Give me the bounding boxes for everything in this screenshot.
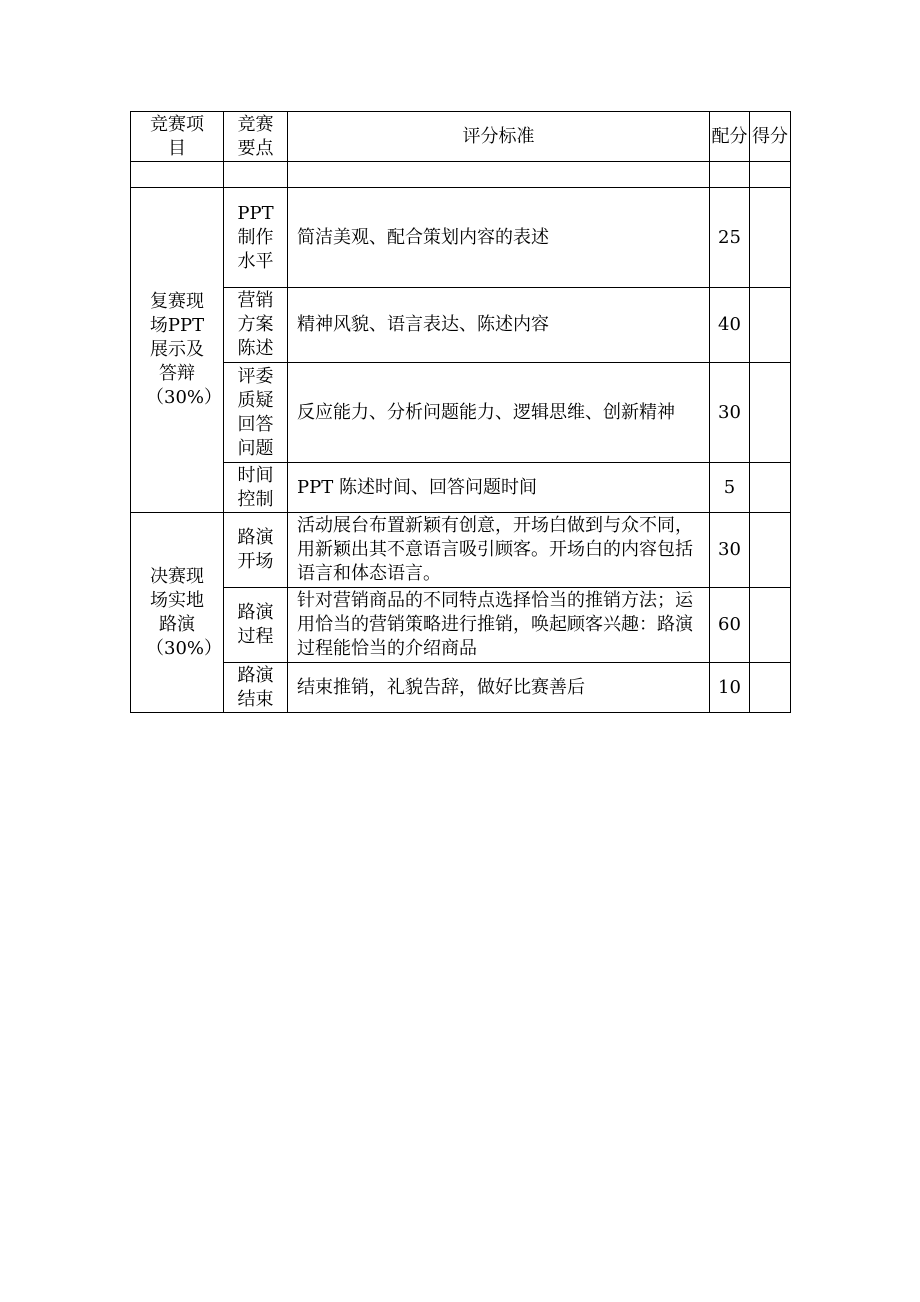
got-cell <box>750 463 791 513</box>
point-cell: 路演结束 <box>224 663 288 713</box>
score-cell: 5 <box>710 463 750 513</box>
table-row <box>131 463 791 513</box>
criteria-cell: 结束推销，礼貌告辞，做好比赛善后 <box>288 663 710 713</box>
point-cell: 营销方案陈述 <box>224 288 288 363</box>
criteria-cell: 针对营销商品的不同特点选择恰当的推销方法；运用恰当的营销策略进行推销，唤起顾客兴趣：路演过程能恰当的介绍商品 <box>288 588 710 663</box>
score-cell: 60 <box>710 588 750 663</box>
criteria-cell: 精神风貌、语言表达、陈述内容 <box>288 288 710 363</box>
point-cell: 路演开场 <box>224 513 288 588</box>
empty-cell <box>224 162 288 188</box>
score-cell: 40 <box>710 288 750 363</box>
header-criteria: 评分标准 <box>288 112 710 162</box>
document-page <box>130 111 791 713</box>
empty-cell <box>750 162 791 188</box>
got-cell <box>750 363 791 463</box>
header-item: 竞赛项目 <box>131 112 224 162</box>
empty-cell <box>710 162 750 188</box>
header-score: 配分 <box>710 112 750 162</box>
criteria-cell: PPT 陈述时间、回答问题时间 <box>288 463 710 513</box>
criteria-cell: 反应能力、分析问题能力、逻辑思维、创新精神 <box>288 363 710 463</box>
empty-cell <box>131 162 224 188</box>
got-cell <box>750 588 791 663</box>
got-cell <box>750 188 791 288</box>
section-item-final: 决赛现场实地路演（30%） <box>131 513 224 713</box>
criteria-cell: 活动展台布置新颖有创意，开场白做到与众不同，用新颖出其不意语言吸引顾客。开场白的内容包括语言和体态语言。 <box>288 513 710 588</box>
table-row <box>131 513 791 588</box>
header-row <box>131 112 791 162</box>
empty-row <box>131 162 791 188</box>
got-cell <box>750 663 791 713</box>
scoring-table <box>130 111 791 713</box>
point-cell: PPT制作水平 <box>224 188 288 288</box>
criteria-cell: 简洁美观、配合策划内容的表述 <box>288 188 710 288</box>
table-row <box>131 188 791 288</box>
table-row <box>131 363 791 463</box>
got-cell <box>750 513 791 588</box>
score-cell: 30 <box>710 363 750 463</box>
point-cell: 评委质疑回答问题 <box>224 363 288 463</box>
table-row <box>131 663 791 713</box>
point-cell: 路演过程 <box>224 588 288 663</box>
table-row <box>131 288 791 363</box>
score-cell: 30 <box>710 513 750 588</box>
empty-cell <box>288 162 710 188</box>
score-cell: 25 <box>710 188 750 288</box>
point-cell: 时间控制 <box>224 463 288 513</box>
header-point: 竞赛要点 <box>224 112 288 162</box>
score-cell: 10 <box>710 663 750 713</box>
got-cell <box>750 288 791 363</box>
header-got: 得分 <box>750 112 791 162</box>
table-row <box>131 588 791 663</box>
section-item-semifinal: 复赛现场PPT展示及答辩（30%） <box>131 188 224 513</box>
